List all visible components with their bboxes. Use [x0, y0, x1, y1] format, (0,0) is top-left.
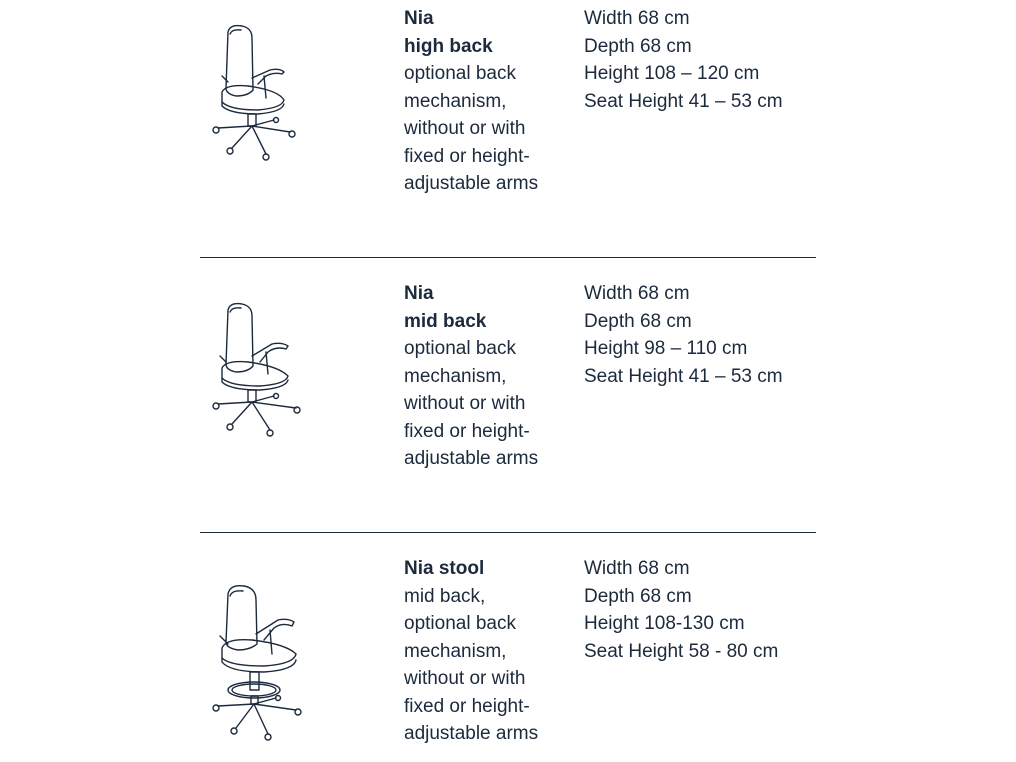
product-variant: high back	[404, 35, 493, 57]
product-name: Nia	[404, 8, 434, 29]
description-line: adjustable arms	[404, 448, 539, 469]
description-line: optional back	[404, 613, 516, 634]
spec-seat-height: Seat Height 58 - 80 cm	[584, 640, 779, 662]
spec-width: Width 68 cm	[584, 283, 690, 304]
divider	[200, 532, 816, 533]
description-line: mechanism,	[404, 90, 507, 112]
spec-seat-height: Seat Height 41 – 53 cm	[584, 90, 783, 112]
product-description	[404, 555, 574, 748]
description-line: fixed or height-	[404, 420, 530, 442]
product-description	[404, 280, 574, 473]
description-line: optional back	[404, 338, 516, 359]
description-line: without or with	[404, 393, 526, 414]
description-line: optional back	[404, 63, 516, 84]
product-name: Nia stool	[404, 558, 485, 579]
description-line: without or with	[404, 668, 526, 689]
product-specs	[584, 5, 824, 115]
product-description	[404, 5, 574, 198]
spec-height: Height 98 – 110 cm	[584, 338, 748, 359]
spec-seat-height: Seat Height 41 – 53 cm	[584, 365, 783, 387]
product-specs	[584, 280, 824, 390]
product-variant: mid back	[404, 310, 487, 332]
description-line: adjustable arms	[404, 173, 539, 194]
description-line: adjustable arms	[404, 723, 539, 744]
spec-depth: Depth 68 cm	[584, 585, 692, 607]
divider	[200, 257, 816, 258]
spec-depth: Depth 68 cm	[584, 35, 692, 57]
spec-depth: Depth 68 cm	[584, 310, 692, 332]
spec-height: Height 108 – 120 cm	[584, 63, 760, 84]
description-line: mechanism,	[404, 640, 507, 662]
product-specs	[584, 555, 824, 665]
spec-width: Width 68 cm	[584, 558, 690, 579]
high-back-chair-icon	[208, 20, 303, 165]
product-name: Nia	[404, 283, 434, 304]
spec-width: Width 68 cm	[584, 8, 690, 29]
description-line: mechanism,	[404, 365, 507, 387]
stool-chair-icon	[206, 578, 306, 743]
description-line: mid back,	[404, 585, 486, 607]
description-line: fixed or height-	[404, 695, 530, 717]
description-line: without or with	[404, 118, 526, 139]
description-line: fixed or height-	[404, 145, 530, 167]
mid-back-chair-icon	[208, 296, 303, 441]
spec-height: Height 108-130 cm	[584, 613, 745, 634]
